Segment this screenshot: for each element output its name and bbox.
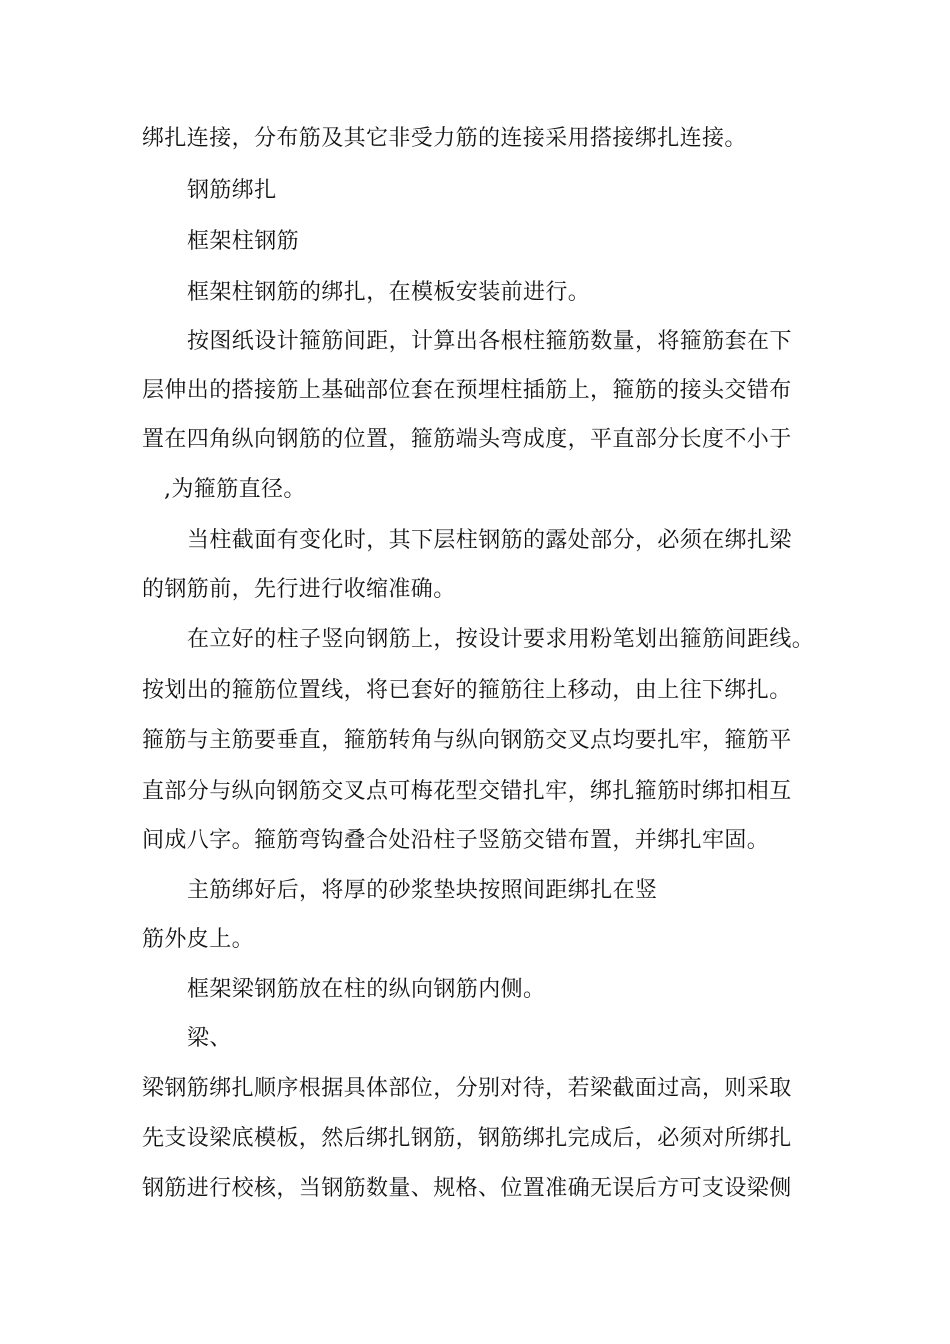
paragraph-line: 在立好的柱子竖向钢筋上，按设计要求用粉笔划出箍筋间距线。 xyxy=(187,627,815,652)
paragraph-line: ,为箍筋直径。 xyxy=(164,477,306,502)
paragraph-line: 层伸出的搭接筋上基础部位套在预埋柱插筋上，箍筋的接头交错布 xyxy=(142,378,792,403)
paragraph-line: 主筋绑好后，将厚的砂浆垫块按照间距绑扎在竖 xyxy=(187,878,658,903)
paragraph-line: 间成八字。箍筋弯钩叠合处沿柱子竖筋交错布置，并绑扎牢固。 xyxy=(142,828,770,853)
subsection-heading: 梁、 xyxy=(187,1026,232,1051)
section-heading: 钢筋绑扎 xyxy=(187,178,277,203)
subsection-heading: 框架柱钢筋 xyxy=(187,229,300,254)
paragraph-line: 绑扎连接，分布筋及其它非受力筋的连接采用搭接绑扎连接。 xyxy=(142,126,747,151)
paragraph-line: 筋外皮上。 xyxy=(142,927,255,952)
paragraph-line: 梁钢筋绑扎顺序根据具体部位，分别对待，若梁截面过高，则采取 xyxy=(142,1076,792,1101)
paragraph-line: 框架梁钢筋放在柱的纵向钢筋内侧。 xyxy=(187,977,546,1002)
paragraph-line: 直部分与纵向钢筋交叉点可梅花型交错扎牢，绑扎箍筋时绑扣相互 xyxy=(142,779,792,804)
paragraph-line: 按划出的箍筋位置线，将已套好的箍筋往上移动，由上往下绑扎。 xyxy=(142,678,792,703)
paragraph-line: 箍筋与主筋要垂直，箍筋转角与纵向钢筋交叉点均要扎牢，箍筋平 xyxy=(142,728,792,753)
paragraph-line: 的钢筋前，先行进行收缩准确。 xyxy=(142,577,456,602)
paragraph-line: 按图纸设计箍筋间距，计算出各根柱箍筋数量，将箍筋套在下 xyxy=(187,329,792,354)
paragraph-line: 框架柱钢筋的绑扎，在模板安装前进行。 xyxy=(187,280,591,305)
paragraph-line: 钢筋进行校核，当钢筋数量、规格、位置准确无误后方可支设梁侧 xyxy=(142,1176,792,1201)
paragraph-line: 置在四角纵向钢筋的位置，箍筋端头弯成度，平直部分长度不小于 xyxy=(142,427,792,452)
paragraph-line: 当柱截面有变化时，其下层柱钢筋的露处部分，必须在绑扎梁 xyxy=(187,528,792,553)
paragraph-line: 先支设梁底模板，然后绑扎钢筋，钢筋绑扎完成后，必须对所绑扎 xyxy=(142,1126,792,1151)
